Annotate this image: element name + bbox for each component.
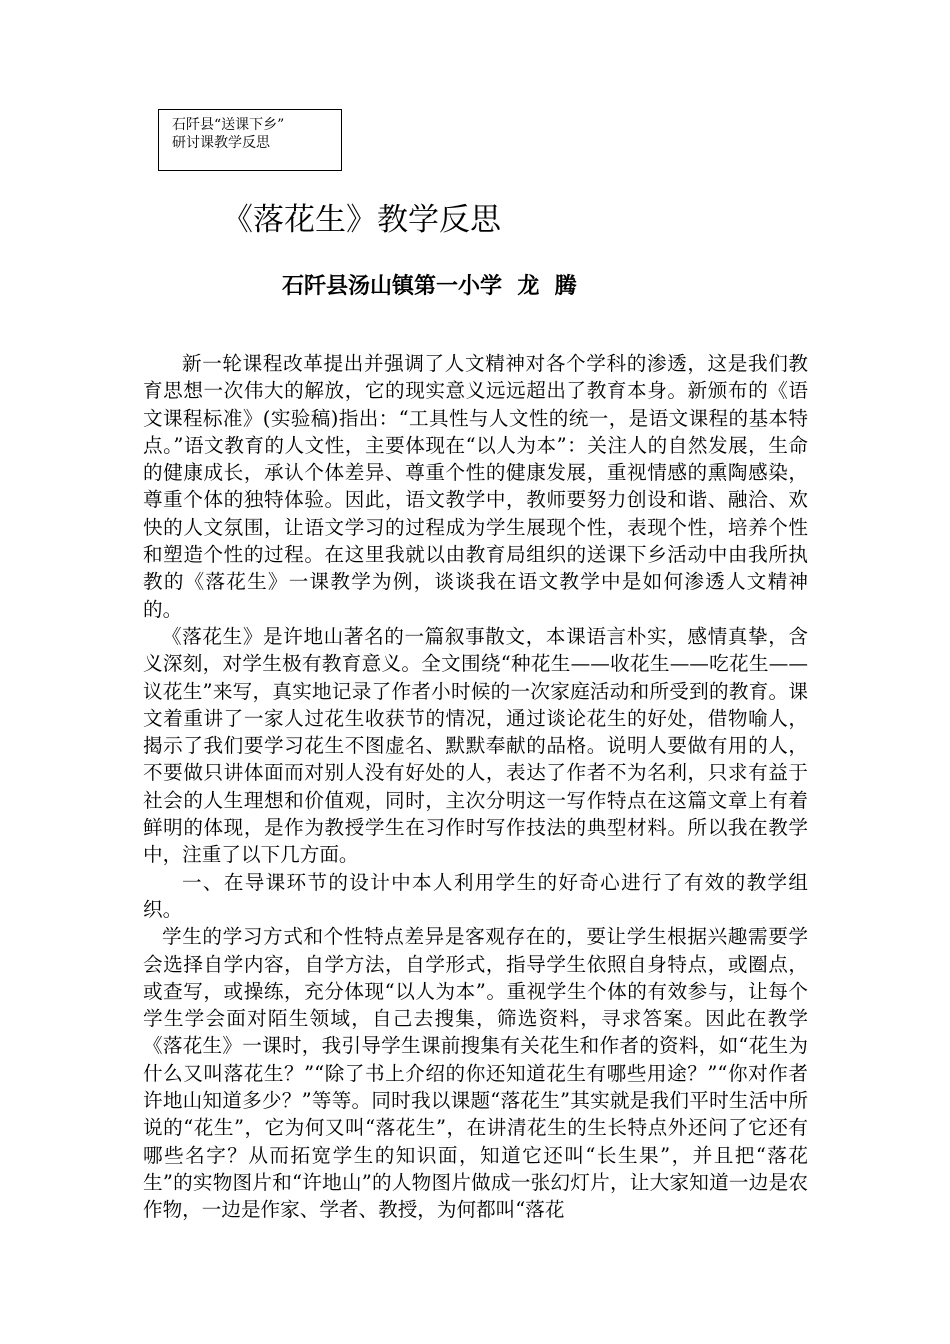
- document-body: [143, 350, 808, 1224]
- paragraph-2: 《落花生》是许地山著名的一篇叙事散文，本课语言朴实，感情真挚，含义深刻，对学生极有教育意义。全文围绕“种花生——收花生——吃花生——议花生”来写，真实地记录了作者小时候的一次家庭活动和所受到的教育。课文着重讲了一家人过花生收获节的情况，通过谈论花生的好处，借物喻人，揭示了我们要学习花生不图虚名、默默奉献的品格。说明人要做有用的人，不要做只讲体面而对别人没有好处的人，表达了作者不为名利，只求有益于社会的人生理想和价值观，同时，主次分明这一写作特点在这篇文章上有着鲜明的体现，是作为教授学生在习作时写作技法的典型材料。所以我在教学中，注重了以下几方面。: [143, 624, 808, 867]
- header-line-2: 研讨课教学反思: [172, 135, 270, 151]
- header-line-1: 石阡县“送课下乡”: [172, 117, 285, 133]
- document-title: 《落花生》教学反思: [222, 202, 501, 238]
- paragraph-3: 一、在导课环节的设计中本人利用学生的好奇心进行了有效的教学组织。: [143, 870, 808, 921]
- document-author: 石阡县汤山镇第一小学 龙 腾: [282, 273, 577, 299]
- paragraph-4: 学生的学习方式和个性特点差异是客观存在的，要让学生根据兴趣需要学会选择自学内容，自学方法，自学形式，指导学生依照自身特点，或圈点，或查写，或操练，充分体现“以人为本”。重视学生个体的有效参与，让每个学生学会面对陌生领域，自己去搜集，筛选资料，寻求答案。因此在教学《落花生》一课时，我引导学生课前搜集有关花生和作者的资料，如“花生为什么又叫落花生？”“除了书上介绍的你还知道花生有哪些用途？”“你对作者许地山知道多少？”等等。同时我以课题“落花生”其实就是我们平时生活中所说的“花生”，它为何又叫“落花生”，在讲清花生的生长特点外还问了它还有哪些名字？从而拓宽学生的知识面，知道它还叫“长生果”，并且把“落花生”的实物图片和“许地山”的人物图片做成一张幻灯片，让大家知道一边是农作物，一边是作家、学者、教授，为何都叫“落花: [143, 925, 808, 1222]
- header-box: [158, 109, 342, 171]
- paragraph-1: 新一轮课程改革提出并强调了人文精神对各个学科的渗透，这是我们教育思想一次伟大的解放，它的现实意义远远超出了教育本身。新颁布的《语文课程标准》(实验稿)指出：“工具性与人文性的统一，是语文课程的基本特点。”语文教育的人文性，主要体现在“以人为本”：关注人的自然发展，生命的健康成长，承认个体差异、尊重个性的健康发展，重视情感的熏陶感染，尊重个体的独特体验。因此，语文教学中，教师要努力创设和谐、融洽、欢快的人文氛围，让语文学习的过程成为学生展现个性，表现个性，培养个性和塑造个性的过程。在这里我就以由教育局组织的送课下乡活动中由我所执教的《落花生》一课教学为例，谈谈我在语文教学中是如何渗透人文精神的。: [143, 352, 808, 621]
